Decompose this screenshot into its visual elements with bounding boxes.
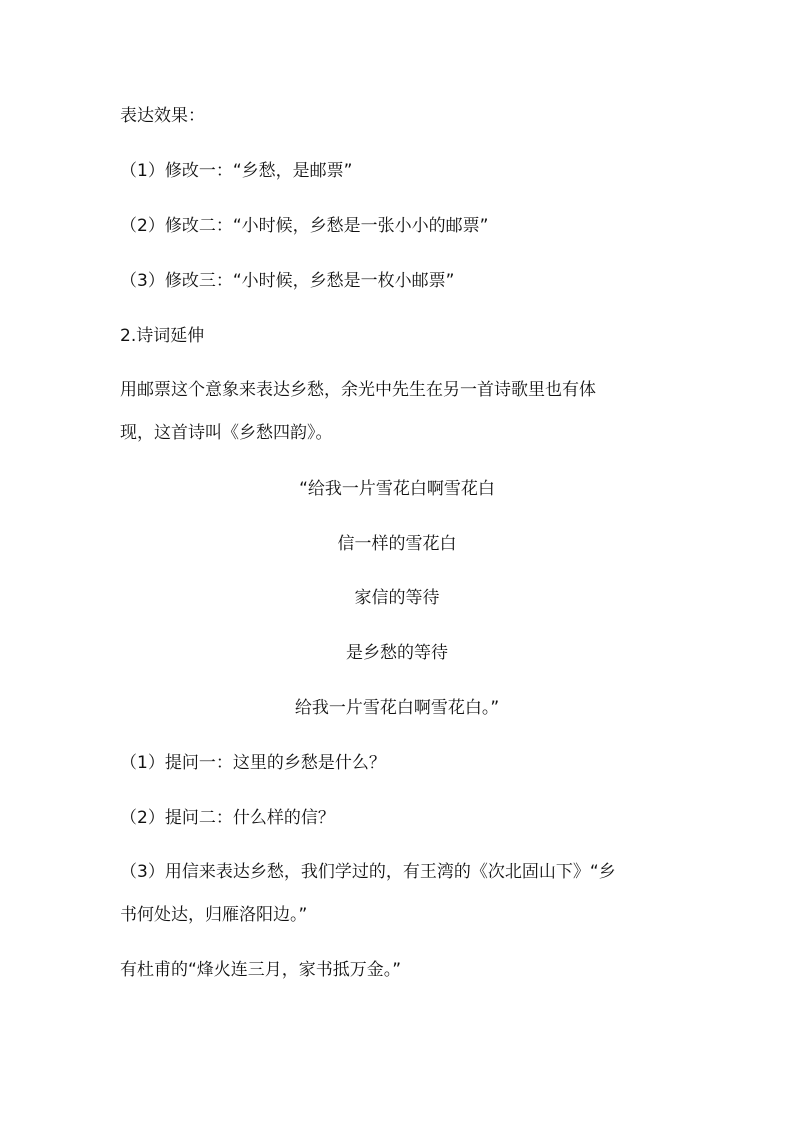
poem-line-3: 家信的等待 [354,588,440,608]
intro-paragraph-line-2: 现，这首诗叫《乡愁四韵》。 [120,423,333,443]
revision-one: （1）修改一：“乡愁，是邮票” [120,161,353,181]
poem-line-5: 给我一片雪花白啊雪花白。” [294,698,500,718]
question-two: （2）提问二：什么样的信？ [120,808,335,828]
question-three-line-2: 书何处达，归雁洛阳边。” [120,905,308,925]
poem-line-2: 信一样的雪花白 [337,534,457,554]
poem-line-1: “给我一片雪花白啊雪花白 [299,479,495,499]
intro-paragraph-line-1: 用邮票这个意象来表达乡愁，余光中先生在另一首诗歌里也有体 [120,380,596,400]
revision-three: （3）修改三：“小时候，乡愁是一枚小邮票” [120,271,455,291]
section-heading-expression-effect: 表达效果： [120,106,205,126]
question-one: （1）提问一：这里的乡愁是什么？ [120,753,386,773]
section-heading-poem-extension: 2.诗词延伸 [120,326,205,346]
revision-two: （2）修改二：“小时候，乡愁是一张小小的邮票” [120,216,489,236]
poem-line-4: 是乡愁的等待 [346,643,448,663]
question-three-line-1: （3）用信来表达乡愁，我们学过的，有王湾的《次北固山下》“乡 [120,862,616,882]
du-fu-quote: 有杜甫的“烽火连三月，家书抵万金。” [120,960,402,980]
